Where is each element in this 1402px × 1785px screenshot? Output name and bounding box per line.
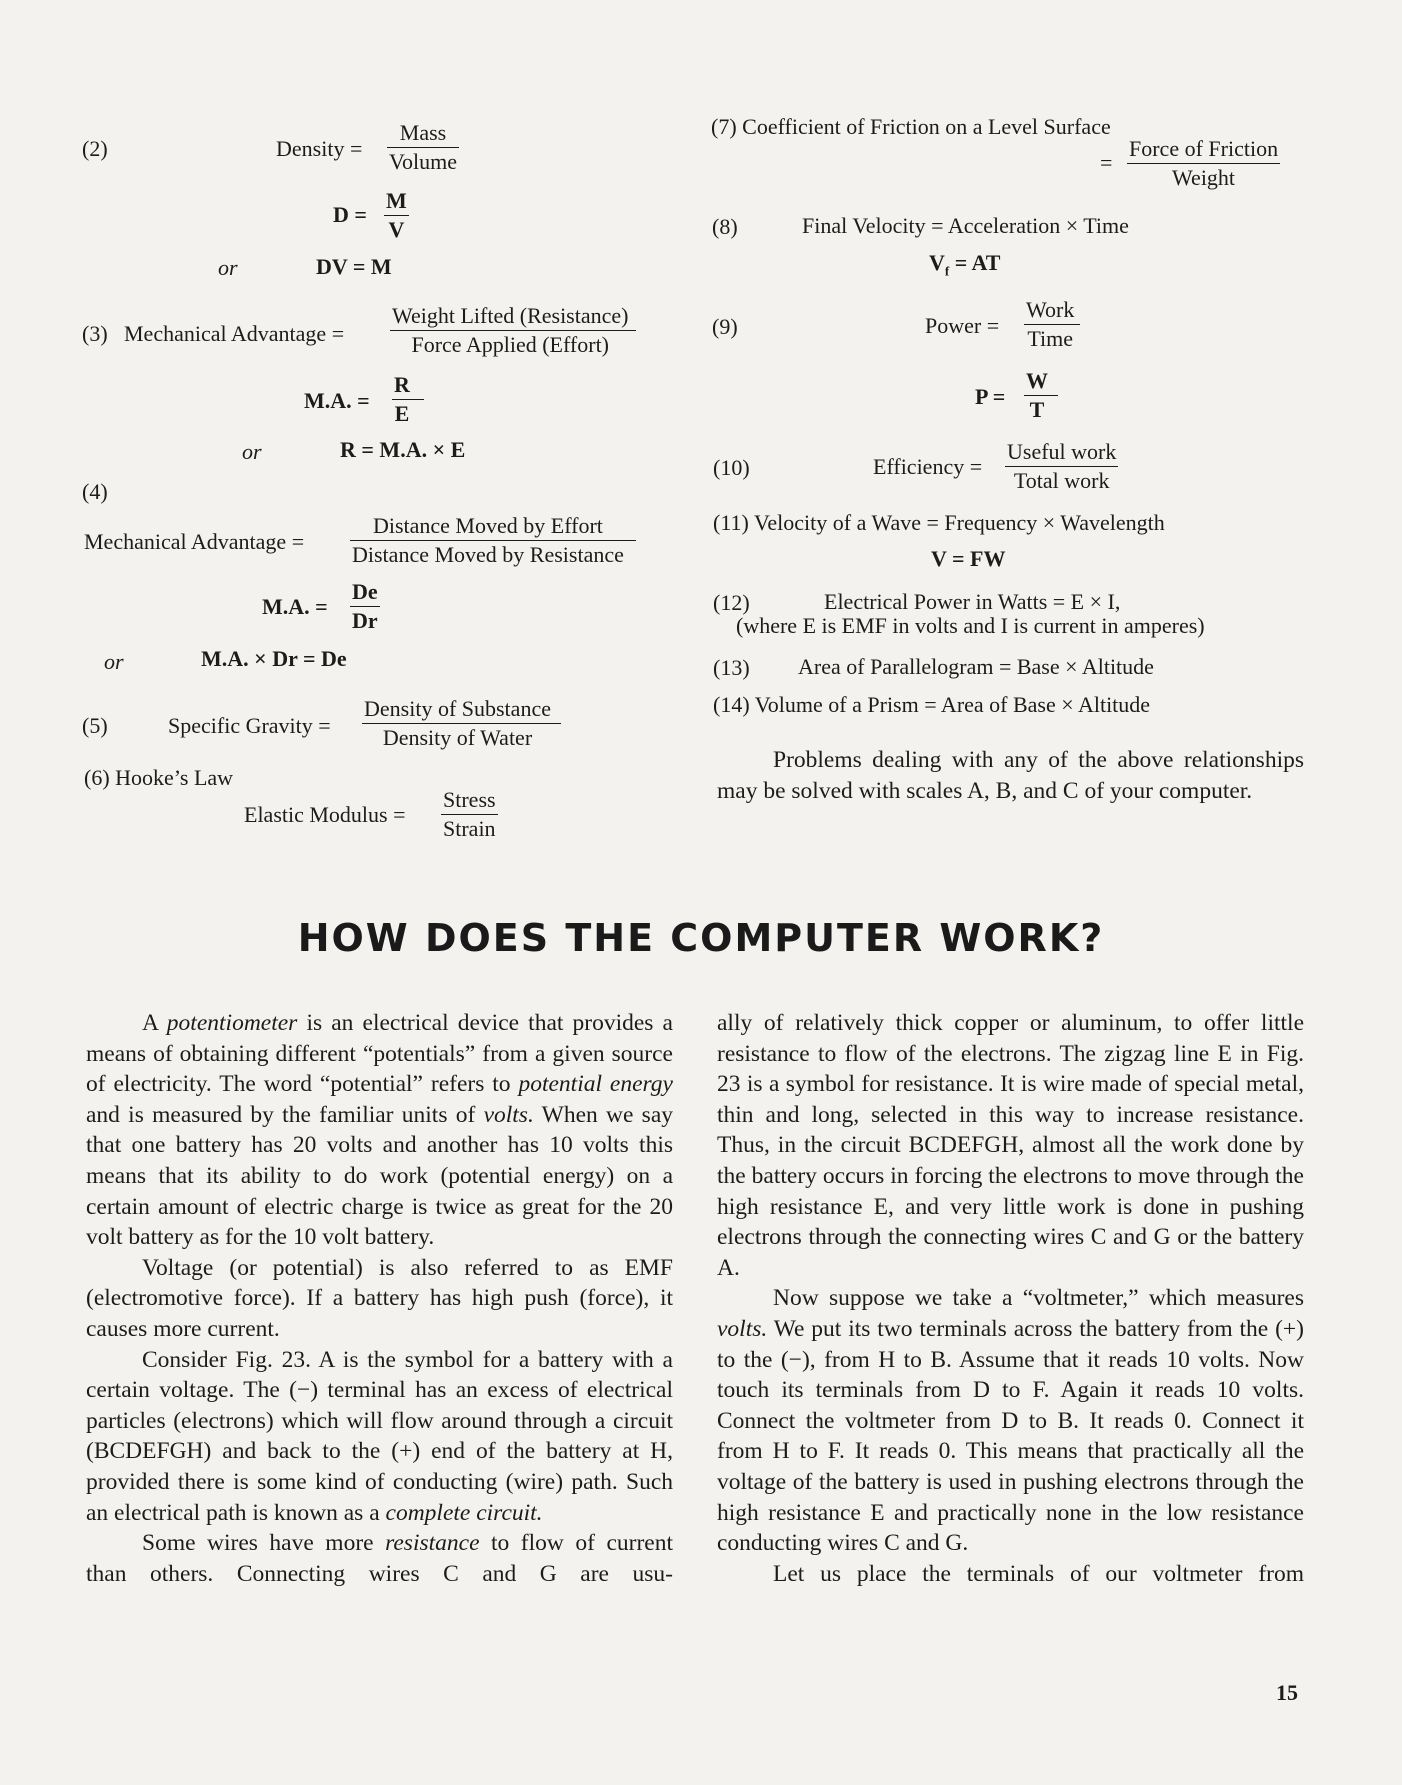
body-paragraph: Some wires have more resistance to flow of current than others. Connecting wires C and G are usu- bbox=[86, 1530, 673, 1587]
or-label: or bbox=[104, 649, 124, 674]
body-paragraph: ally of relatively thick copper or aluminum, to offer little resistance to flow of the electrons. The zigzag line E in Fig. 23 is a symbol for resistance. It is wire made of special metal, thin and long, selected in this way to increase resistance. Thus, in the circuit BCDEFGH, almost all the work done by the battery occurs in forcing the electrons to move through the high resistance E, and very little work is done in pushing electrons through the connecting wires C and G or the battery A. bbox=[717, 1010, 1304, 1281]
formula-text: Final Velocity = Acceleration × Time bbox=[802, 213, 1129, 238]
body-paragraph: A potentiometer is an electrical device that provides a means of obtaining different “potentials” from a given source of electricity. The word “potential” refers to potential energy and is measured by the familiar units of volts. When we say that one battery has 20 volts and another has 10 volts this means that its ability to do work (potential energy) on a certain amount of electric charge is twice as great for the 20 volt battery as for the 10 volt battery. bbox=[86, 1010, 674, 1251]
formula-label: Mechanical Advantage = bbox=[124, 321, 345, 346]
page-number: 15 bbox=[1276, 1680, 1298, 1705]
formula-symbol-fraction: W T bbox=[1024, 370, 1050, 421]
formula-label: Specific Gravity = bbox=[168, 713, 331, 738]
formula-number: (13) bbox=[713, 655, 750, 680]
formula-label: Efficiency = bbox=[873, 454, 983, 479]
formula-text: Area of Parallelogram = Base × Altitude bbox=[798, 654, 1154, 679]
formula-alternate: M.A. × Dr = De bbox=[201, 646, 347, 671]
formula-fraction: Distance Moved by Effort Distance Moved by Resistance bbox=[350, 515, 626, 566]
formula-fraction: Density of Substance Density of Water bbox=[362, 698, 553, 749]
formula-symbol-label: P = bbox=[975, 384, 1006, 409]
formula-symbol-label: D = bbox=[333, 202, 367, 227]
formula-number: (4) bbox=[82, 479, 108, 504]
formula-label: Elastic Modulus = bbox=[244, 802, 406, 827]
body-paragraph: Voltage (or potential) is also referred to as EMF (electromotive force). If a battery has high push (force), it causes more current. bbox=[86, 1254, 673, 1342]
formula-fraction: Weight Lifted (Resistance) Force Applied (Effort) bbox=[390, 305, 630, 356]
formula-number: (9) bbox=[712, 314, 738, 339]
body-paragraph: Let us place the terminals of our voltmeter from bbox=[773, 1560, 1304, 1587]
body-column-left bbox=[86, 1008, 673, 1589]
formula-symbol-fraction: De Dr bbox=[352, 579, 378, 633]
formula-text: (14) Volume of a Prism = Area of Base × Altitude bbox=[713, 692, 1151, 717]
formula-symbol: $V_f$ = AT bbox=[929, 250, 1001, 279]
formula-text: Electrical Power in Watts = E × I, bbox=[824, 589, 1121, 614]
body-paragraph: Consider Fig. 23. A is the symbol for a battery with a certain voltage. The (−) terminal has an excess of electrical particles (electrons) which will flow around through a circuit (BCDEFGH) and back to the (+) end of the battery at H, provided there is some kind of conducting (wire) path. Such an electrical path is known as a complete circuit. bbox=[86, 1346, 673, 1526]
formula-symbol-fraction: R E bbox=[392, 374, 412, 425]
formula-label: Mechanical Advantage = bbox=[84, 529, 305, 554]
formula-number: (2) bbox=[82, 136, 108, 161]
formula-number: (3) bbox=[82, 321, 108, 346]
formula-fraction: Work Time bbox=[1024, 299, 1076, 350]
formula-number: (5) bbox=[82, 713, 108, 738]
formula-fraction: Force of Friction Weight bbox=[1129, 136, 1279, 190]
or-label: or bbox=[218, 255, 238, 280]
formula-label: Density = bbox=[276, 136, 363, 161]
section-heading: HOW DOES THE COMPUTER WORK? bbox=[297, 916, 1105, 960]
formula-symbol-label: M.A. = bbox=[262, 594, 328, 619]
formula-title: (6) Hooke’s Law bbox=[84, 765, 234, 790]
formula-number: (10) bbox=[713, 455, 750, 480]
formula-text: (11) Velocity of a Wave = Frequency × Wavelength bbox=[713, 510, 1165, 535]
formula-note: (where E is EMF in volts and I is current in amperes) bbox=[736, 613, 1205, 638]
formula-symbol-label: M.A. = bbox=[304, 388, 370, 413]
body-paragraph: Now suppose we take a “voltmeter,” which measures volts. We put its two terminals across the battery from the (+) to the (−), from H to B. Assume that it reads 10 volts. Now touch its terminals from D to F. Again it reads 10 volts. Connect the voltmeter from D to B. It reads 0. Connect it from H to F. It reads 0. This means that practically all the voltage of the battery is used in pushing electrons through the high resistance E and practically none in the low resistance conducting wires C and G. bbox=[717, 1285, 1304, 1557]
formula-equals: = bbox=[1100, 150, 1113, 175]
formula-label: Power = bbox=[925, 313, 1000, 338]
formula-title: (7) Coefficient of Friction on a Level Surface bbox=[711, 114, 1111, 139]
body-column-right bbox=[717, 1008, 1304, 1589]
formula-fraction: Useful work Total work bbox=[1007, 439, 1117, 493]
formula-fraction: Mass Volume bbox=[389, 120, 458, 174]
formula-number: (12) bbox=[713, 590, 750, 615]
or-label: or bbox=[242, 439, 262, 464]
formula-alternate: DV = M bbox=[316, 254, 392, 279]
formula-symbol-fraction: M V bbox=[386, 188, 407, 242]
formula-fraction: Stress Strain bbox=[443, 787, 496, 841]
formula-symbol: V = FW bbox=[931, 546, 1006, 571]
problems-paragraph: Problems dealing with any of the above relationships may be solved with scales A, B, and C of your computer. bbox=[717, 747, 1304, 804]
formula-number: (8) bbox=[712, 214, 738, 239]
formula-alternate: R = M.A. × E bbox=[340, 437, 466, 462]
